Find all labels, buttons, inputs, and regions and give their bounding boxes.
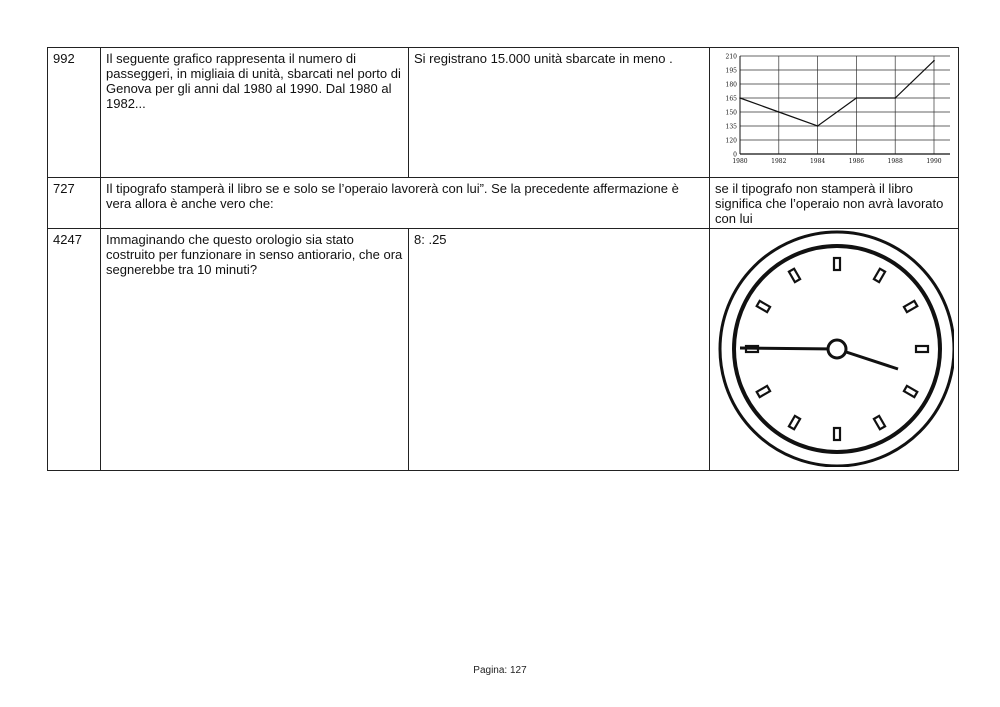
x-tick-label: 1984: [809, 158, 826, 165]
hour-marker: [789, 416, 800, 429]
table-row: [48, 178, 959, 229]
data-point: [778, 111, 780, 113]
answer-text: se il tipografo non stamperà il libro significa che l’operaio non avrà lavorato con lui: [710, 178, 959, 229]
hour-marker: [904, 386, 917, 397]
x-tick-label: 1988: [887, 158, 903, 165]
clock-long-hand: [740, 348, 837, 349]
data-point: [739, 97, 741, 99]
questions-table: [47, 47, 959, 471]
hour-marker: [834, 428, 840, 440]
hour-marker: [789, 269, 800, 282]
y-tick-label: 0: [733, 151, 737, 159]
hour-marker: [904, 301, 917, 312]
answer-text: Si registrano 15.000 unità sbarcate in meno .: [409, 48, 710, 178]
x-tick-label: 1982: [771, 158, 787, 165]
hour-marker: [874, 269, 885, 282]
question-text: Immaginando che questo orologio sia stato costruito per funzionare in senso antiorario, che ora segnerebbe tra 10 minuti?: [101, 229, 409, 471]
table-row: [48, 229, 959, 471]
table-row: [48, 48, 959, 178]
hour-marker: [834, 258, 840, 270]
data-point: [933, 60, 935, 62]
y-tick-label: 165: [725, 95, 737, 103]
y-tick-label: 135: [725, 123, 737, 131]
y-tick-label: 120: [725, 137, 737, 145]
data-point: [856, 97, 858, 99]
y-tick-label: 150: [725, 109, 737, 117]
x-tick-label: 1986: [848, 158, 865, 165]
page-number: Pagina: 127: [473, 665, 527, 676]
series-line: [740, 61, 934, 126]
data-point: [894, 97, 896, 99]
question-id: 727: [48, 178, 101, 229]
x-tick-label: 1980: [732, 158, 748, 165]
y-tick-label: 195: [725, 67, 737, 75]
hour-marker: [757, 386, 770, 397]
chart-cell: [710, 48, 959, 178]
passengers-line-chart: [714, 50, 954, 172]
hour-marker: [757, 301, 770, 312]
question-text: Il tipografo stamperà il libro se e solo se l’operaio lavorerà con lui”. Se la precedente affermazione è vera allora è anche vero che:: [101, 178, 710, 229]
x-tick-label: 1990: [926, 158, 942, 165]
data-point: [817, 125, 819, 127]
hour-marker: [874, 416, 885, 429]
clock-image: [714, 229, 954, 467]
y-tick-label: 210: [725, 53, 737, 61]
question-id: 992: [48, 48, 101, 178]
clock-center-pin: [828, 340, 846, 358]
clock-cell: [710, 229, 959, 471]
answer-text: 8: .25: [409, 229, 710, 471]
question-text: Il seguente grafico rappresenta il numero di passeggeri, in migliaia di unità, sbarcati nel porto di Genova per gli anni dal 1980 al 1990. Dal 1980 al 1982...: [101, 48, 409, 178]
hour-marker: [916, 346, 928, 352]
y-tick-label: 180: [725, 81, 737, 89]
question-id: 4247: [48, 229, 101, 471]
